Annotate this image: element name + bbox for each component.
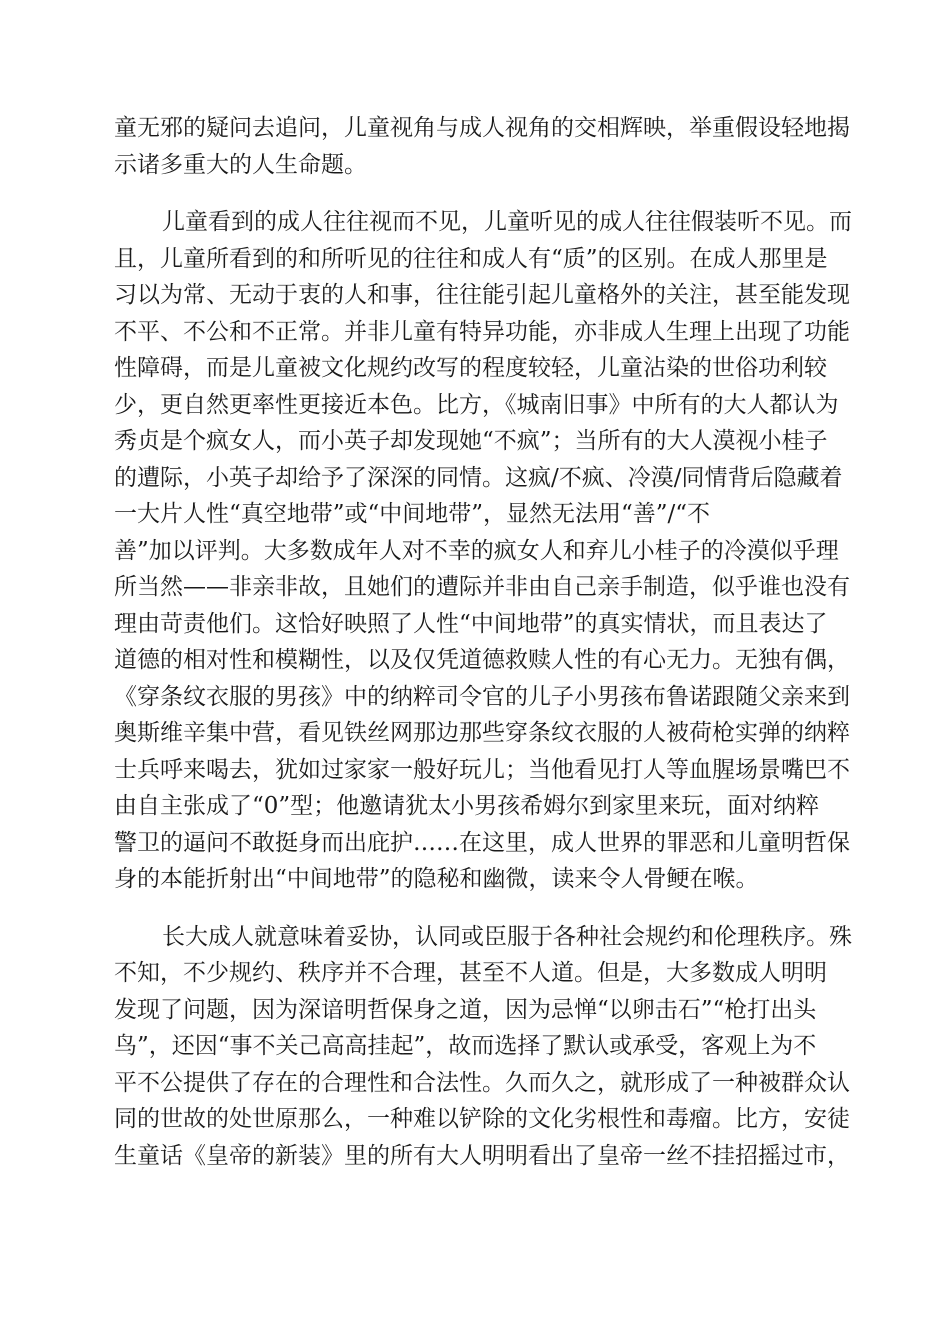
text-line: 示诸多重大的人生命题。: [114, 151, 367, 178]
text-line: 警卫的逼问不敢挺身而出庇护……在这里，成人世界的罪恶和儿童明哲保: [114, 829, 850, 856]
text-line: 不平、不公和不正常。并非儿童有特异功能，亦非成人生理上出现了功能: [114, 318, 850, 345]
text-line: 发现了问题，因为深谙明哲保身之道，因为忌惮“以卵击石”“枪打出头: [114, 996, 817, 1023]
text-line: 善”加以评判。大多数成年人对不幸的疯女人和弃儿小桂子的冷漠似乎理: [114, 537, 839, 564]
text-line: 少，更自然更率性更接近本色。比方，《城南旧事》中所有的大人都认为: [114, 391, 839, 418]
text-line: 习以为常、无动于衷的人和事，往往能引起儿童格外的关注，甚至能发现: [114, 282, 850, 308]
paragraph: [114, 204, 852, 898]
paragraph: [114, 919, 852, 1175]
text-line: 道德的相对性和模糊性，以及仅凭道德救赎人性的有心无力。无独有偶，: [114, 647, 850, 673]
text-line: 《穿条纹衣服的男孩》中的纳粹司令官的儿子小男孩布鲁诺跟随父亲来到: [114, 683, 850, 710]
text-line: 鸟”，还因“事不关己高高挂起”，故而选择了默认或承受，客观上为不: [114, 1033, 817, 1059]
text-line: 由自主张成了“0”型；他邀请犹太小男孩希姆尔到家里来玩，面对纳粹: [114, 793, 820, 819]
text-line: 性障碍，而是儿童被文化规约改写的程度较轻，儿童沾染的世俗功利较: [114, 355, 827, 381]
text-line: 且，儿童所看到的和所听见的往往和成人有“质”的区别。在成人那里是: [114, 245, 828, 272]
document-page: [114, 110, 852, 1174]
text-line: 所当然——非亲非故，且她们的遭际并非由自己亲手制造，似乎谁也没有: [114, 574, 850, 600]
text-line: 的遭际，小英子却给予了深深的同情。这疯/不疯、冷漠/同情背后隐藏着: [114, 464, 843, 491]
text-line: 儿童看到的成人往往视而不见，儿童听见的成人往往假装听不见。而: [162, 209, 852, 235]
paragraph: [114, 110, 850, 183]
text-line: 秀贞是个疯女人，而小英子却发现她“不疯”；当所有的大人漠视小桂子: [114, 428, 828, 454]
text-line: 一大片人性“真空地带”或“中间地带”，显然无法用“善”/“不: [114, 501, 711, 527]
text-line: 生童话《皇帝的新装》里的所有大人明明看出了皇帝一丝不挂招摇过市，: [114, 1142, 850, 1169]
text-line: 理由苛责他们。这恰好映照了人性“中间地带”的真实情状，而且表达了: [114, 610, 828, 637]
text-line: 身的本能折射出“中间地带”的隐秘和幽微，读来令人骨鲠在喉。: [114, 866, 759, 892]
text-line: 不知，不少规约、秩序并不合理，甚至不人道。但是，大多数成人明明: [114, 960, 827, 986]
text-line: 士兵呼来喝去，犹如过家家一般好玩儿；当他看见打人等血腥场景嘴巴不: [114, 756, 850, 783]
text-line: 平不公提供了存在的合理性和合法性。久而久之，就形成了一种被群众认: [114, 1069, 850, 1096]
text-line: 童无邪的疑问去追问，儿童视角与成人视角的交相辉映，举重假设轻地揭: [114, 115, 850, 141]
text-line: 长大成人就意味着妥协，认同或臣服于各种社会规约和伦理秩序。殊: [162, 923, 852, 950]
text-line: 同的世故的处世原那么，一种难以铲除的文化劣根性和毒瘤。比方，安徒: [114, 1106, 850, 1132]
text-line: 奥斯维辛集中营，看见铁丝网那边那些穿条纹衣服的人被荷枪实弹的纳粹: [114, 720, 850, 746]
